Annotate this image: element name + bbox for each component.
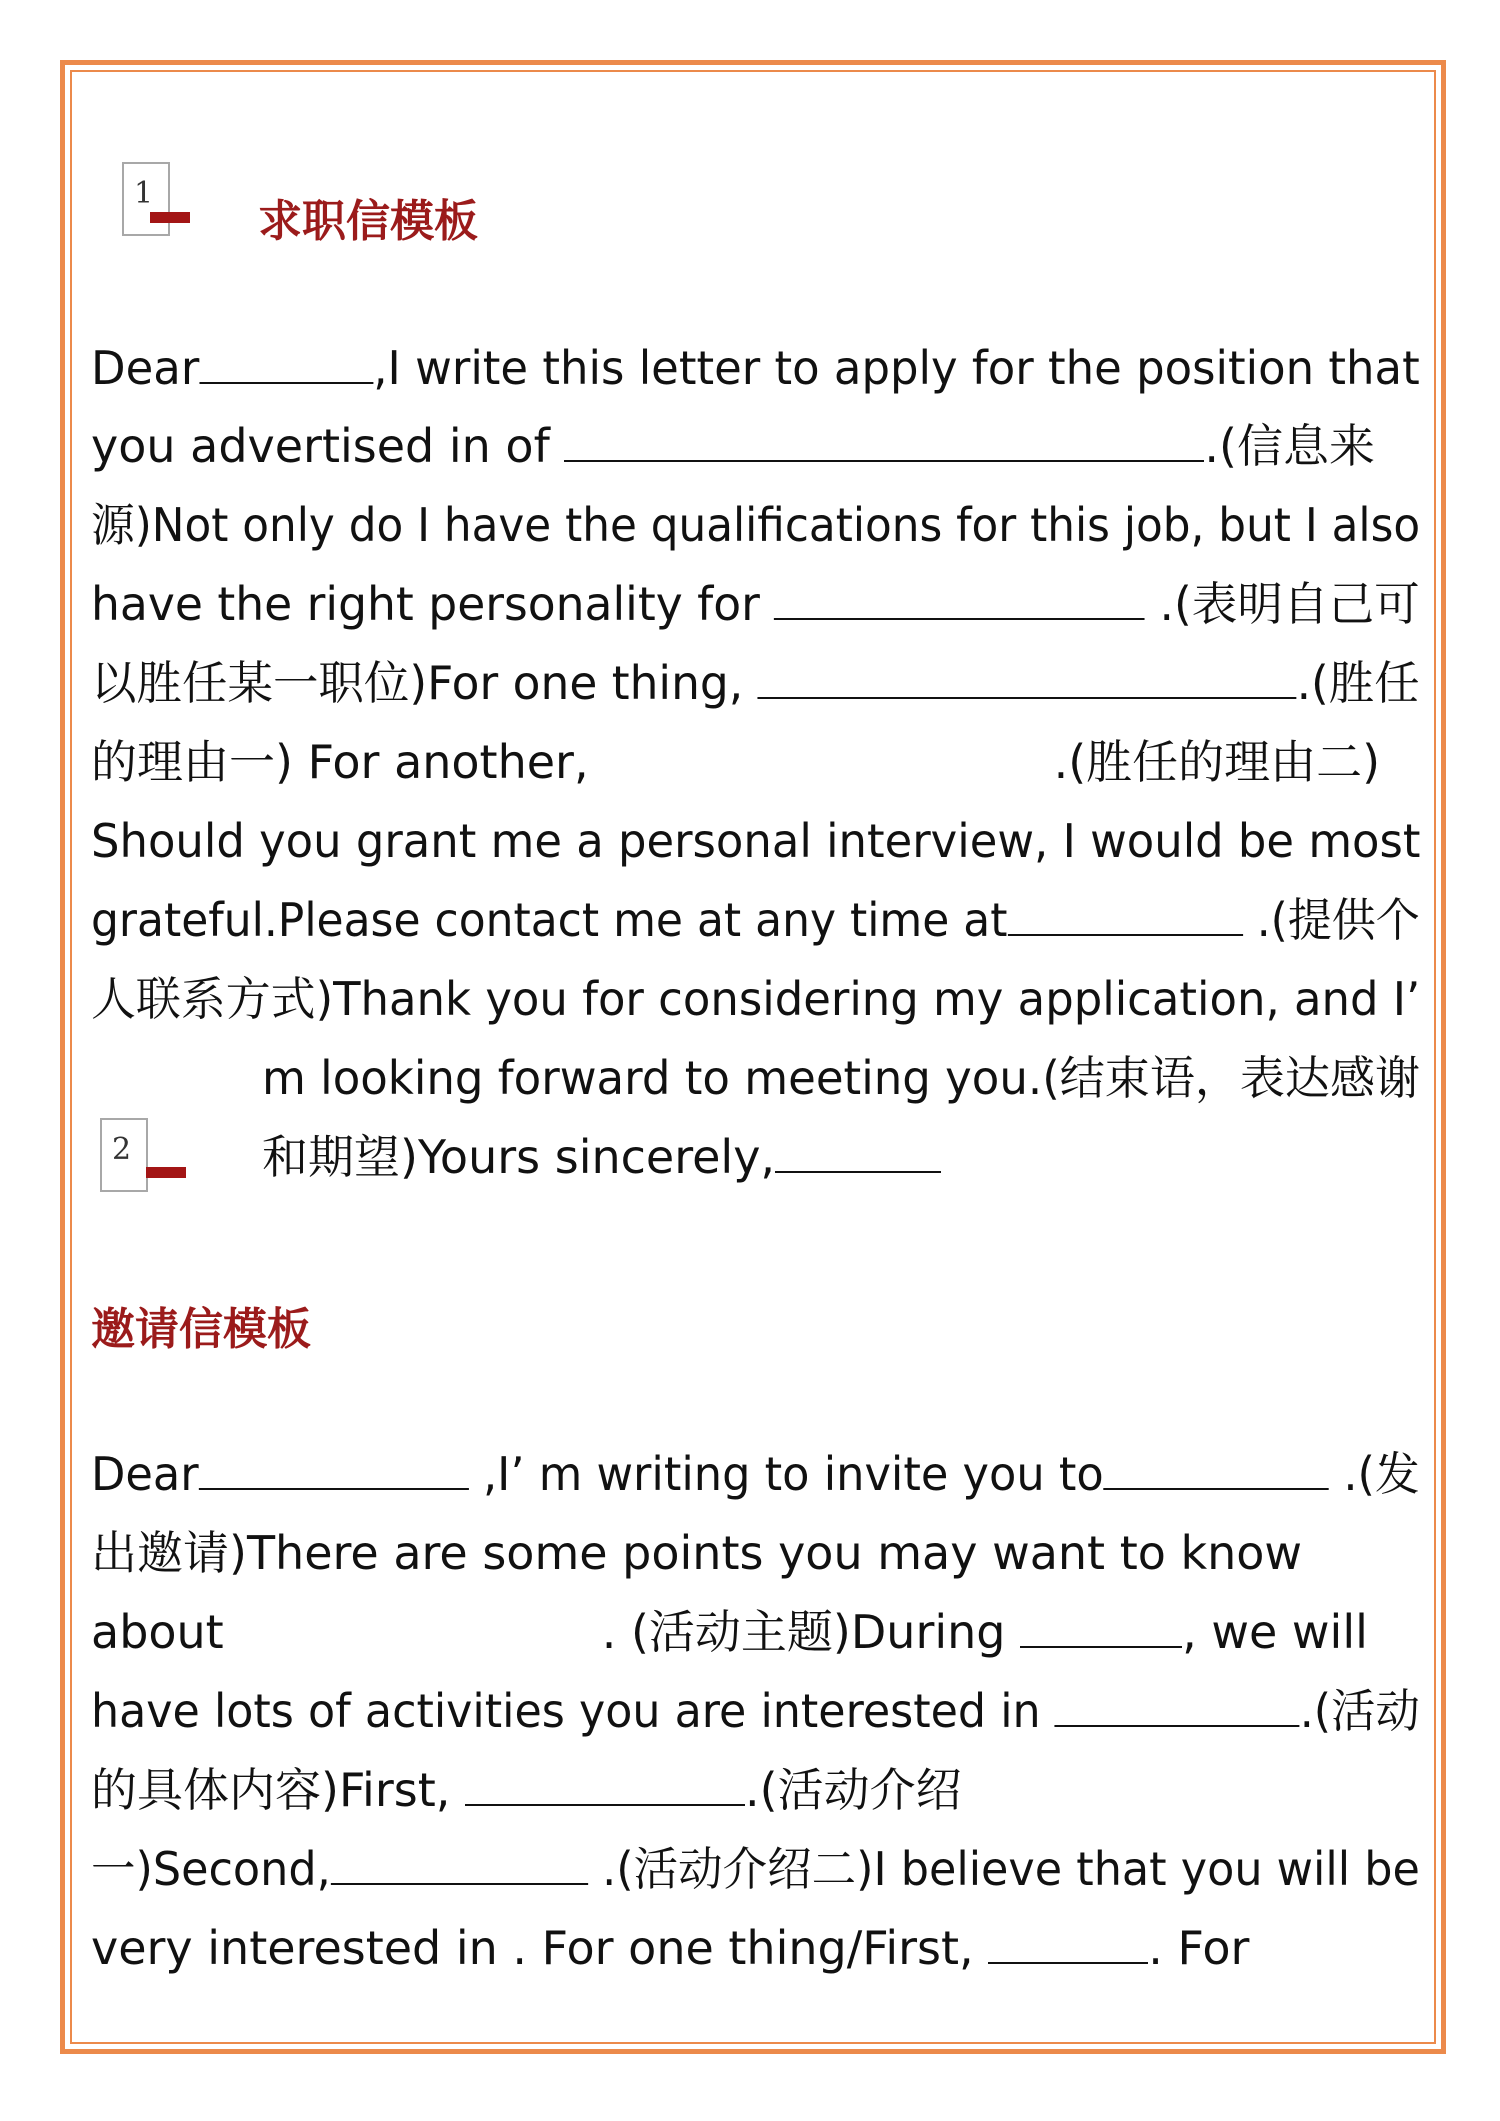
- letter-line: [91, 574, 1420, 634]
- text-run: .(信息来: [1204, 419, 1375, 473]
- text-run: m looking forward to meeting you.(结束语，表达感谢: [262, 1051, 1421, 1105]
- fill-in-blank[interactable]: [331, 1839, 588, 1885]
- fill-in-blank[interactable]: [988, 1918, 1148, 1964]
- text-run: Dear: [91, 1447, 199, 1501]
- text-run: .(胜任的理由二): [1053, 735, 1381, 789]
- section-marker-icon: [100, 1118, 148, 1192]
- text-run: ,I write this letter to apply for the position that: [373, 341, 1420, 395]
- letter-line: [91, 969, 1420, 1029]
- letter-line: [262, 1127, 941, 1187]
- text-run: . For: [1148, 1921, 1250, 1975]
- section-title-invitation: 邀请信模板: [91, 1304, 311, 1355]
- text-run: .(活动介绍: [745, 1763, 962, 1817]
- text-run: you advertised in of: [91, 419, 565, 473]
- marker-number: 1: [134, 176, 154, 211]
- text-run: about: [91, 1605, 224, 1659]
- marker-number: 2: [112, 1132, 132, 1167]
- letter-line: [91, 495, 1420, 555]
- text-run: grateful.Please contact me at any time at: [91, 893, 1008, 947]
- text-run: .(胜任: [1296, 656, 1420, 710]
- letter-line: [91, 1444, 1420, 1504]
- text-run: .(发: [1329, 1447, 1420, 1501]
- text-run: have lots of activities you are interested in: [91, 1684, 1055, 1738]
- letter-line: [91, 416, 1375, 476]
- text-run: 以胜任某一职位)For one thing,: [91, 656, 758, 710]
- text-run: . (活动主题)During: [601, 1605, 1021, 1659]
- text-run: very interested in . For one thing/First,: [91, 1921, 989, 1975]
- fill-in-blank[interactable]: [199, 1444, 469, 1490]
- text-run: 一)Second,: [91, 1842, 331, 1896]
- fill-in-blank[interactable]: [774, 574, 1145, 620]
- text-run: 出邀请)There are some points you may want to know: [91, 1526, 1303, 1580]
- fill-in-blank[interactable]: [199, 338, 373, 384]
- text-run: .(活动介绍二)I believe that you will be: [588, 1842, 1420, 1896]
- text-run: .(提供个: [1242, 893, 1420, 947]
- letter-line: [91, 732, 1380, 792]
- letter-line: [91, 338, 1420, 398]
- text-run: 的理由一) For another,: [91, 735, 589, 789]
- letter-line: [91, 1523, 1302, 1583]
- text-run: 和期望)Yours sincerely,: [262, 1130, 776, 1184]
- letter-line: [91, 890, 1420, 950]
- text-run: Dear: [91, 341, 200, 395]
- fill-in-blank[interactable]: [465, 1760, 745, 1806]
- letter-line: [91, 1918, 1249, 1978]
- letter-line: [91, 811, 1420, 871]
- marker-bar: [146, 1167, 186, 1178]
- text-run: ,I’ m writing to invite you to: [468, 1447, 1104, 1501]
- letter-line: [262, 1048, 1420, 1108]
- fill-in-blank[interactable]: [758, 653, 1297, 699]
- letter-line: [91, 1681, 1420, 1741]
- text-run: .(活动: [1299, 1684, 1420, 1738]
- fill-in-blank[interactable]: [1020, 1602, 1182, 1648]
- text-run: 源)Not only do I have the qualifications for this job, but I also: [91, 498, 1421, 552]
- letter-line: [91, 1602, 1368, 1662]
- marker-bar: [150, 212, 190, 223]
- text-run: 的具体内容)First,: [91, 1763, 465, 1817]
- letter-line: [91, 1760, 962, 1820]
- fill-in-blank[interactable]: [775, 1127, 941, 1173]
- text-run: , we will: [1182, 1605, 1368, 1659]
- fill-in-blank[interactable]: [564, 416, 1204, 462]
- fill-in-blank[interactable]: [1055, 1681, 1300, 1727]
- letter-line: [91, 1839, 1420, 1899]
- section-title-job-application: 求职信模板: [258, 196, 478, 247]
- text-run: have the right personality for: [91, 577, 775, 631]
- letter-line: [91, 653, 1420, 713]
- text-run: Should you grant me a personal interview, I would be most: [91, 814, 1421, 868]
- fill-in-blank[interactable]: [1104, 1444, 1329, 1490]
- fill-in-blank[interactable]: [1008, 890, 1243, 936]
- text-run: .(表明自己可: [1145, 577, 1420, 631]
- text-run: 人联系方式)Thank you for considering my application, and I’: [91, 972, 1421, 1026]
- section-marker-icon: [122, 162, 170, 236]
